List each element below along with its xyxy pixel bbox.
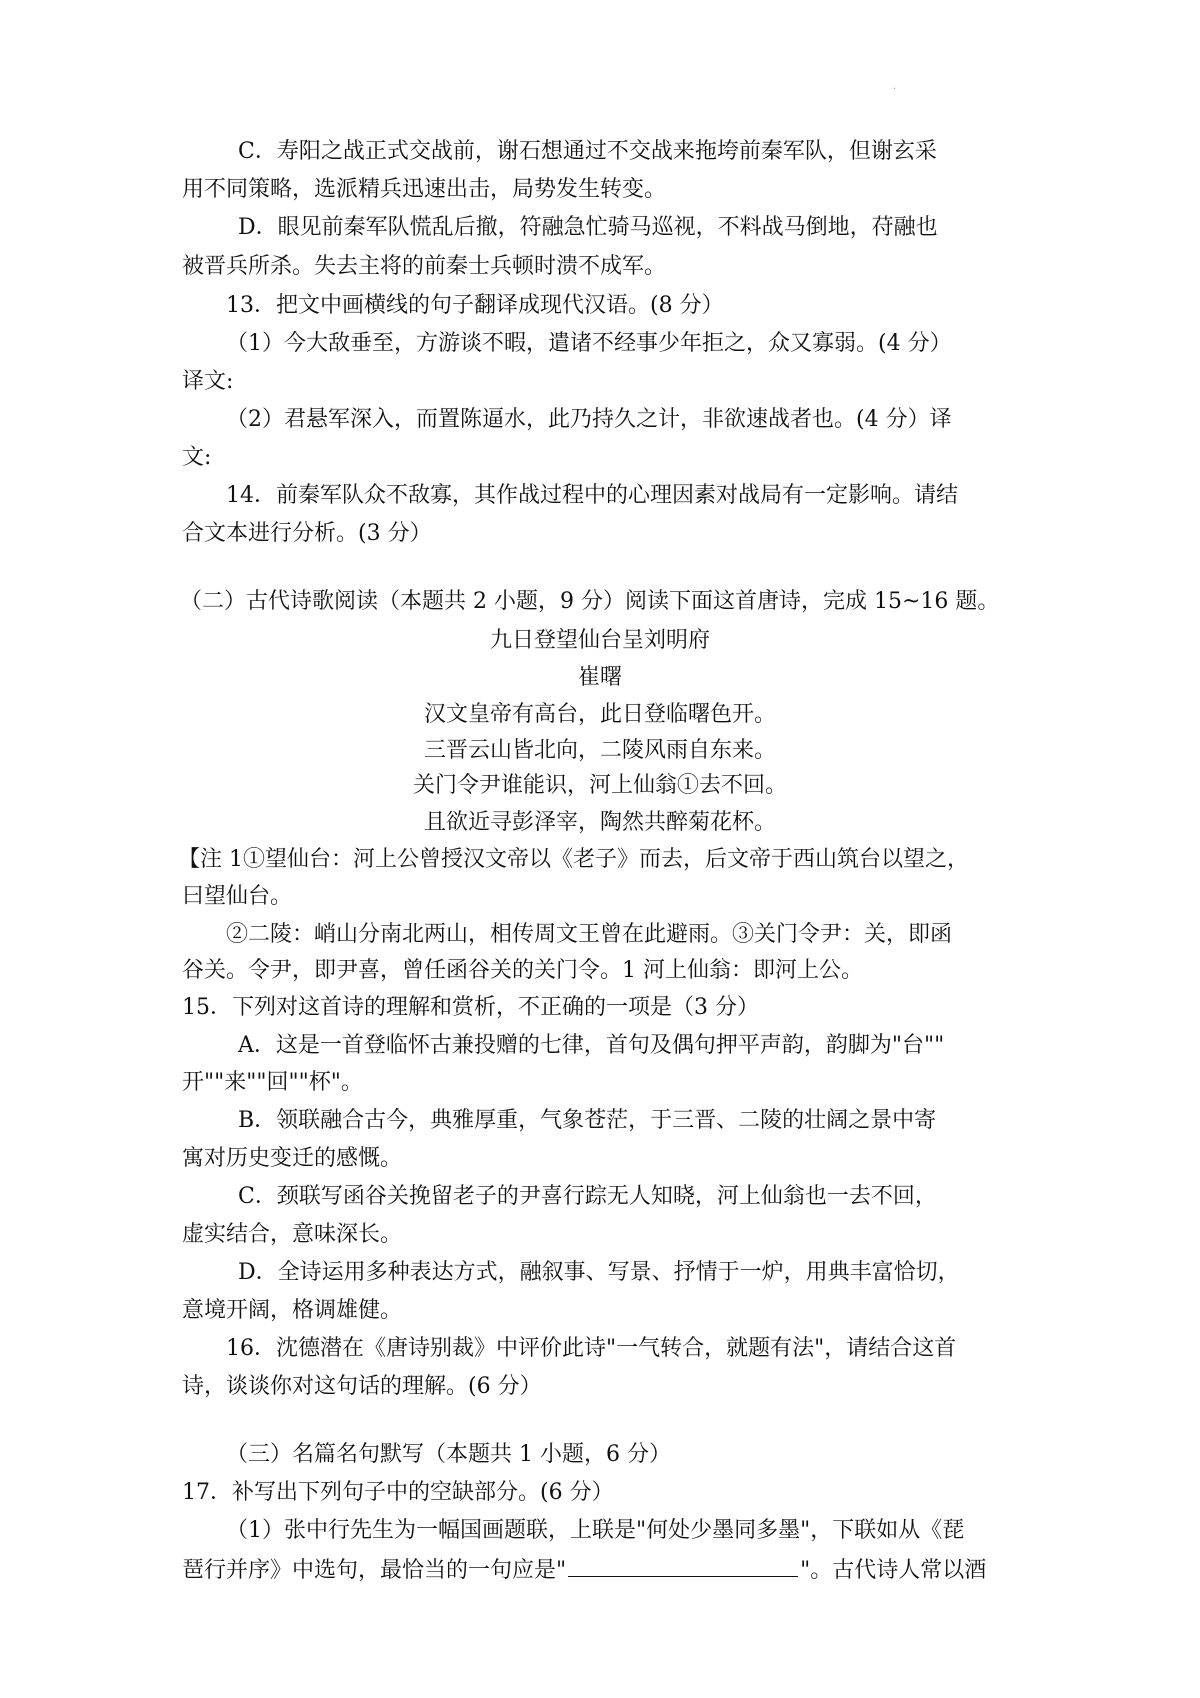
q15-option-d-cont: 意境开阔，格调雄健。: [182, 1298, 403, 1323]
q17-title: 17．补写出下列句子中的空缺部分。(6 分）: [182, 1480, 614, 1505]
q16-text: 16．沈德潜在《唐诗别裁》中评价此诗"一气转合，就题有法"，请结合这首: [226, 1336, 957, 1361]
q13-part1: （1）今大敌垂至，方游谈不暇，遣诸不经事少年拒之，众又寡弱。(4 分）: [226, 331, 952, 356]
q12-option-d-cont: 被晋兵所杀。失去主将的前秦士兵顿时溃不成军。: [182, 254, 667, 279]
q17-part1-cont: [182, 1554, 1032, 1586]
q17-part1-prefix: 琶行并序》中选句，最恰当的一句应是": [182, 1558, 567, 1583]
poem-note-1-cont: 曰望仙台。: [182, 884, 293, 909]
q15-option-b-cont: 寓对历史变迁的感慨。: [182, 1146, 403, 1171]
q13-part1-answer: 译文:: [182, 369, 234, 394]
poem-title: 九日登望仙台呈刘明府: [489, 628, 710, 653]
q14-text: 14．前秦军队众不敌寡，其作战过程中的心理因素对战局有一定影响。请结: [226, 483, 958, 508]
poem-line: 汉文皇帝有高台，此日登临曙色开。: [423, 702, 776, 727]
q15-option-a-cont: 开""来""回""杯"。: [182, 1070, 363, 1095]
q12-option-c: C．寿阳之战正式交战前，谢石想通过不交战来拖垮前秦军队，但谢玄采: [238, 139, 937, 164]
q16-text-cont: 诗，谈谈你对这句话的理解。(6 分）: [182, 1374, 542, 1399]
poem-note-1: 【注 1①望仙台：河上公曾授汉文帝以《老子》而去，后文帝于西山筑台以望之，: [178, 847, 969, 872]
q17-part1-suffix: "。古代诗人常以酒: [800, 1558, 987, 1583]
q15-option-a: A．这是一首登临怀古兼投赠的七律，首句及偶句押平声韵，韵脚为"台"": [238, 1033, 945, 1058]
q15-option-d: D．全诗运用多种表达方式，融叙事、写景、抒情于一炉，用典丰富恰切，: [238, 1260, 960, 1285]
q15-option-c: C．颈联写函谷关挽留老子的尹喜行踪无人知晓，河上仙翁也一去不回，: [238, 1184, 937, 1209]
poem-author: 崔曙: [577, 665, 622, 690]
poem-note-2: ②二陵：峭山分南北两山，相传周文王曾在此避雨。③关门令尹：关，即函: [226, 922, 953, 947]
q13-part2: （2）君悬军深入，而置陈逼水，此乃持久之计，非欲速战者也。(4 分）译: [226, 407, 952, 432]
q14-text-cont: 合文本进行分析。(3 分）: [182, 521, 432, 546]
q13-part2-answer: 文:: [182, 445, 212, 470]
poem-line: 且欲近寻彭泽宰，陶然共醉菊花杯。: [423, 810, 776, 835]
q12-option-d: D．眼见前秦军队慌乱后撤，符融急忙骑马巡视，不料战马倒地，苻融也: [238, 215, 938, 240]
q13-title: 13．把文中画横线的句子翻译成现代汉语。(8 分）: [226, 293, 724, 318]
q17-part1: （1）张中行先生为一幅国画题联，上联是"何处少墨同多墨"，下联如从《琵: [226, 1518, 965, 1543]
q15-option-b: B．领联融合古今，典雅厚重，气象苍茫，于三晋、二陵的壮阔之景中寄: [238, 1108, 937, 1133]
q15-option-c-cont: 虚实结合，意味深长。: [182, 1222, 403, 1247]
page-mark: ·: [893, 84, 897, 95]
poem-line: 关门令尹谁能识，河上仙翁①去不回。: [412, 773, 787, 798]
q15-title: 15．下列对这首诗的理解和赏析，不正确的一项是（3 分）: [182, 995, 759, 1020]
poem-section-header: （二）古代诗歌阅读（本题共 2 小题，9 分）阅读下面这首唐诗，完成 15~16 题。: [180, 589, 1000, 614]
poem-note-2-cont: 谷关。令尹，即尹喜，曾任函谷关的关门令。1 河上仙翁：即河上公。: [182, 958, 863, 983]
section3-header: （三）名篇名句默写（本题共 1 小题，6 分）: [226, 1442, 671, 1467]
q12-option-c-cont: 用不同策略，选派精兵迅速出击，局势发生转变。: [182, 177, 667, 202]
poem-line: 三晋云山皆北向，二陵风雨自东来。: [423, 738, 776, 763]
answer-blank[interactable]: [568, 1554, 798, 1577]
